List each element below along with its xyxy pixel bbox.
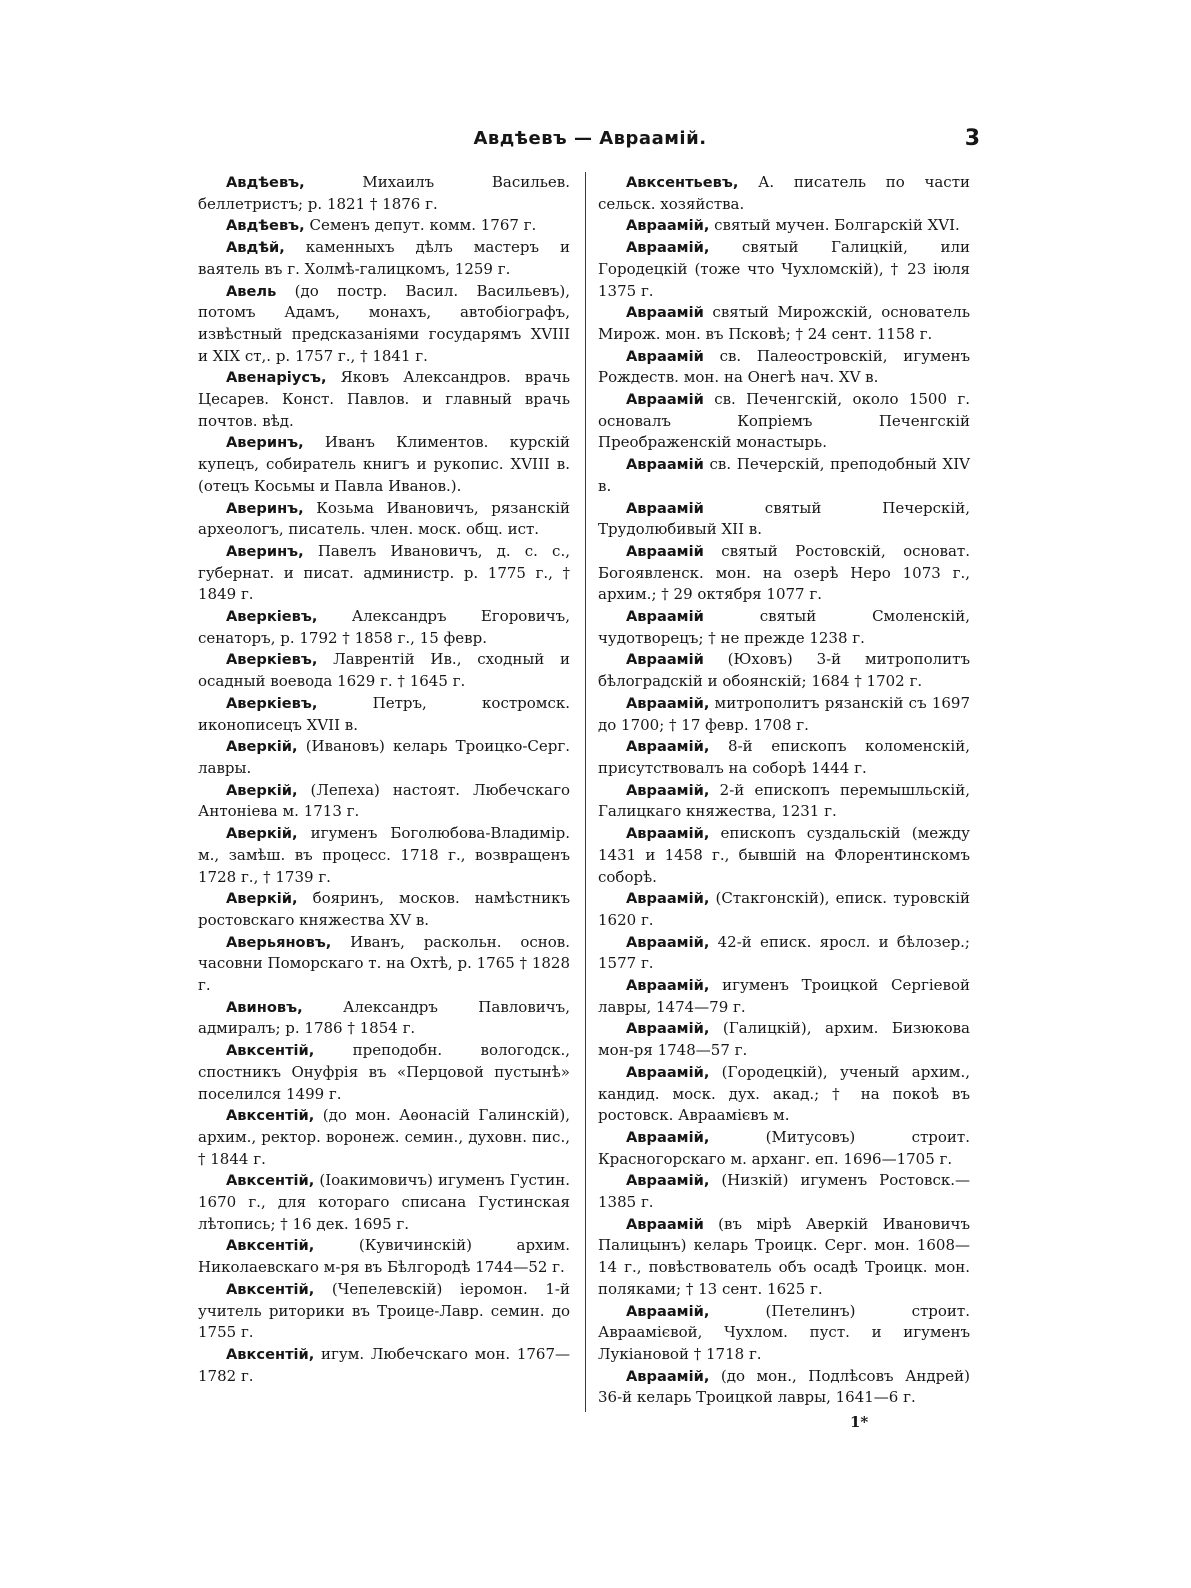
dictionary-entry xyxy=(598,932,970,975)
entry-headword: Авраамій, xyxy=(626,217,710,235)
dictionary-entry xyxy=(598,541,970,606)
dictionary-entry xyxy=(198,649,570,692)
dictionary-entry xyxy=(598,1170,970,1213)
entry-text: игум. Любечскаго мон. 1767—1782 г. xyxy=(198,1344,570,1385)
entry-headword: Авраамій xyxy=(626,499,704,517)
dictionary-entry xyxy=(598,693,970,736)
column-divider xyxy=(585,172,586,1412)
dictionary-entry xyxy=(198,736,570,779)
dictionary-entry xyxy=(198,1170,570,1235)
entry-headword: Авраамій xyxy=(626,456,704,474)
entry-text: Петръ, костромск. иконописецъ XVII в. xyxy=(198,693,570,734)
entry-text: св. Печерскій, преподобный XIV в. xyxy=(598,455,970,495)
entry-headword: Авраамій xyxy=(626,304,704,322)
dictionary-entry xyxy=(198,432,570,497)
dictionary-entry xyxy=(198,541,570,606)
entry-text: (въ мірѣ Аверкій Ивановичъ Палицынъ) келарь Троицк. Серг. мон. 1608—14 г., повѣствователь объ осадѣ Троицк. мон. поляками; † 13 сент. 1625 г. xyxy=(598,1214,970,1298)
dictionary-entry xyxy=(598,649,970,692)
dictionary-entry xyxy=(198,997,570,1040)
entry-headword: Аверкіевъ, xyxy=(226,694,318,712)
entry-headword: Авраамій, xyxy=(626,1367,710,1385)
entry-text: Иванъ Климентов. курскій купецъ, собиратель книгъ и рукопис. XVIII в. (отецъ Косьмы и Павла Иванов.). xyxy=(198,433,570,495)
entry-text: Павелъ Ивановичъ, д. с. с., губернат. и писат. администр. р. 1775 г., † 1849 г. xyxy=(198,541,570,604)
dictionary-entry xyxy=(598,237,970,302)
entry-headword: Авксентьевъ, xyxy=(626,174,739,191)
entry-headword: Аверьяновъ, xyxy=(226,933,332,951)
right-column xyxy=(598,172,970,1409)
dictionary-entry xyxy=(598,1214,970,1301)
dictionary-entry xyxy=(598,215,970,237)
running-title: Авдѣевъ — Авраамій. xyxy=(473,128,707,149)
entry-text: Александръ Егоровичъ, сенаторъ, р. 1792 † 1858 г., 15 февр. xyxy=(198,607,570,647)
entry-text: Семенъ депут. комм. 1767 г. xyxy=(304,216,537,235)
entry-headword: Аверинъ, xyxy=(226,542,304,560)
dictionary-entry xyxy=(198,281,570,368)
entry-headword: Аверкій, xyxy=(226,825,298,843)
entry-headword: Аверкіевъ, xyxy=(226,651,318,669)
entry-text: (Низкій) игуменъ Ростовск.— 1385 г. xyxy=(598,1171,970,1212)
dictionary-entry xyxy=(198,498,570,541)
entry-headword: Авраамій, xyxy=(626,933,710,951)
entry-headword: Аверкій, xyxy=(226,738,298,756)
entry-text: 8-й епископъ коломенскій, присутствовалъ на соборѣ 1444 г. xyxy=(598,737,970,777)
entry-headword: Авиновъ, xyxy=(226,998,303,1016)
entry-text: Александръ Павловичъ, адмиралъ; р. 1786 † 1854 г. xyxy=(198,997,570,1038)
entry-text: святый мучен. Болгарскій XVI. xyxy=(709,216,960,235)
dictionary-entry xyxy=(598,736,970,779)
entry-headword: Авраамій, xyxy=(626,1172,710,1190)
entry-text: Козьма Ивановичъ, рязанскій археологъ, писатель. член. моск. общ. ист. xyxy=(198,498,570,539)
entry-headword: Авраамій, xyxy=(626,825,710,843)
entry-text: 42-й еписк. яросл. и бѣлозер.; 1577 г. xyxy=(598,932,970,973)
entry-text: (Петелинъ) строит. Авраамієвой, Чухлом. пуст. и игуменъ Лукіановой † 1718 г. xyxy=(598,1301,970,1363)
entry-headword: Авраамій xyxy=(626,542,704,560)
entry-text: (Кувичинскій) архим. Николаевскаго м-ря въ Бѣлгородѣ 1744—52 г. xyxy=(198,1236,570,1277)
dictionary-entry xyxy=(198,1105,570,1170)
dictionary-entry xyxy=(598,888,970,931)
dictionary-entry xyxy=(198,693,570,736)
entry-headword: Авксентій, xyxy=(226,1280,315,1298)
running-head xyxy=(200,128,980,162)
entry-text: 2-й епископъ перемышльскій, Галицкаго княжества, 1231 г. xyxy=(598,780,970,821)
entry-headword: Аверкіевъ, xyxy=(226,608,318,626)
entry-headword: Авксентій, xyxy=(226,1042,315,1060)
dictionary-entry xyxy=(598,389,970,454)
entry-text: (до мон., Подлѣсовъ Андрей) 36-й келарь Троицкой лавры, 1641—6 г. xyxy=(598,1366,970,1407)
entry-headword: Авраамій, xyxy=(626,694,710,712)
entry-text: св. Печенгскій, около 1500 г. основалъ Копріемъ Печенгскій Преображенскій монастырь. xyxy=(598,390,970,452)
entry-headword: Авраамій, xyxy=(626,1302,710,1320)
entry-headword: Авксентій, xyxy=(226,1345,315,1363)
dictionary-entry xyxy=(198,823,570,888)
entry-text: святый Смоленскій, чудотворецъ; † не прежде 1238 г. xyxy=(598,607,970,647)
dictionary-entry xyxy=(198,606,570,649)
dictionary-entry xyxy=(598,780,970,823)
entry-text: Яковъ Александров. врачь Цесарев. Конст. Павлов. и главный врачь почтов. вѣд. xyxy=(198,368,570,430)
entry-text: (Ивановъ) келарь Троицко-Серг. лавры. xyxy=(198,737,570,777)
entry-text: (Іоакимовичъ) игуменъ Густин. 1670 г., для котораго списана Густинская лѣтопись; † 16 дек. 1695 г. xyxy=(198,1171,570,1233)
entry-headword: Авраамій, xyxy=(626,1063,710,1081)
dictionary-entry xyxy=(598,498,970,541)
dictionary-entry xyxy=(198,215,570,237)
dictionary-entry xyxy=(598,1301,970,1366)
entry-text: Михаилъ Васильев. беллетристъ; р. 1821 † 1876 г. xyxy=(198,173,570,213)
dictionary-entry xyxy=(198,1344,570,1387)
dictionary-entry xyxy=(198,932,570,997)
dictionary-entry xyxy=(598,1127,970,1170)
entry-headword: Авраамій, xyxy=(626,977,710,995)
entry-headword: Авдѣй, xyxy=(226,239,285,257)
left-column xyxy=(198,172,570,1387)
entry-headword: Авель xyxy=(226,282,277,300)
entry-text: (Галицкій), архим. Бизюкова мон-ря 1748—57 г. xyxy=(598,1019,970,1060)
entry-text: А. писатель по части сельск. хозяйства. xyxy=(598,173,970,213)
entry-headword: Авраамій, xyxy=(626,1020,710,1038)
entry-text: (до постр. Васил. Васильевъ), потомъ Адамъ, монахъ, автобіографъ, извѣстный предсказаніями государямъ XVIII и XIX ст,. р. 1757 г., † 1841 г. xyxy=(198,281,570,365)
dictionary-entry xyxy=(598,1018,970,1061)
entry-headword: Авраамій xyxy=(626,1215,704,1233)
dictionary-entry xyxy=(598,346,970,389)
entry-headword: Авраамій, xyxy=(626,1128,710,1146)
entry-headword: Авраамій xyxy=(626,651,704,669)
dictionary-entry xyxy=(198,367,570,432)
dictionary-entry xyxy=(198,237,570,280)
dictionary-entry xyxy=(198,888,570,931)
entry-text: епископъ суздальскій (между 1431 и 1458 г., бывшій на Флорентинскомъ соборѣ. xyxy=(598,824,970,886)
entry-text: святый Ростовскій, основат. Богоявленск. мон. на озерѣ Неро 1073 г., архим.; † 29 октября 1077 г. xyxy=(598,541,970,604)
dictionary-entry xyxy=(598,1062,970,1127)
entry-text: (Лепеха) настоят. Любечскаго Антоніева м. 1713 г. xyxy=(198,780,570,821)
entry-text: (Чепелевскій) іеромон. 1-й учитель риторики въ Троице-Лавр. семин. до 1755 г. xyxy=(198,1279,570,1342)
dictionary-entry xyxy=(598,302,970,345)
entry-text: (Городецкій), ученый архим., кандид. моск. дух. акад.; † на покоѣ въ ростовск. Авраамієвъ м. xyxy=(598,1062,970,1125)
entry-text: игуменъ Боголюбова-Владимір. м., замѣш. въ процесс. 1718 г., возвращенъ 1728 г., † 1739 г. xyxy=(198,824,570,886)
entry-text: (Юховъ) 3-й митрополитъ бѣлоградскій и обоянскій; 1684 † 1702 г. xyxy=(598,650,970,691)
printer-signature-mark: 1* xyxy=(850,1413,869,1431)
entry-headword: Авраамій, xyxy=(626,738,710,756)
entry-text: (Стакгонскій), еписк. туровскій 1620 г. xyxy=(598,889,970,929)
dictionary-entry xyxy=(198,1040,570,1105)
page-number: 3 xyxy=(964,126,980,151)
entry-headword: Авраамій xyxy=(626,347,704,365)
entry-text: святый Галицкій, или Городецкій (тоже что Чухломскій), † 23 іюля 1375 г. xyxy=(598,238,970,300)
dictionary-entry xyxy=(198,172,570,215)
entry-headword: Авдѣевъ, xyxy=(226,174,305,191)
entry-headword: Авраамій, xyxy=(626,239,710,257)
dictionary-entry xyxy=(598,823,970,888)
entry-headword: Аверкій, xyxy=(226,781,298,799)
entry-text: игуменъ Троицкой Сергіевой лавры, 1474—79 г. xyxy=(598,976,970,1016)
entry-headword: Авраамій xyxy=(626,391,704,409)
entry-text: бояринъ, москов. намѣстникъ ростовскаго княжества XV в. xyxy=(198,889,570,929)
entry-text: (Митусовъ) строит. Красногорскаго м. арханг. еп. 1696—1705 г. xyxy=(598,1127,970,1168)
dictionary-entry xyxy=(598,454,970,497)
entry-text: Лаврентій Ив., сходный и осадный воевода 1629 г. † 1645 г. xyxy=(198,650,570,691)
dictionary-entry xyxy=(198,1279,570,1344)
entry-text: св. Палеостровскій, игуменъ Рождеств. мон. на Онегѣ нач. XV в. xyxy=(598,346,970,387)
entry-text: святый Мирожскій, основатель Мирож. мон. въ Псковѣ; † 24 сент. 1158 г. xyxy=(598,303,970,343)
entry-headword: Аверкій, xyxy=(226,890,298,908)
entry-text: (до мон. Аѳонасій Галинскій), архим., ректор. воронеж. семин., духовн. пис., † 1844 г. xyxy=(198,1106,570,1168)
entry-text: святый Печерскій, Трудолюбивый XII в. xyxy=(598,498,970,539)
entry-text: митрополитъ рязанскій съ 1697 до 1700; † 17 февр. 1708 г. xyxy=(598,693,970,734)
entry-headword: Авраамій, xyxy=(626,890,710,908)
entry-headword: Авксентій, xyxy=(226,1172,315,1190)
entry-text: каменныхъ дѣлъ мастеръ и ваятель въ г. Холмѣ-галицкомъ, 1259 г. xyxy=(198,238,570,278)
dictionary-entry xyxy=(598,1366,970,1409)
dictionary-entry xyxy=(598,606,970,649)
dictionary-entry xyxy=(198,780,570,823)
entry-headword: Авдѣевъ, xyxy=(226,217,305,235)
entry-text: преподобн. вологодск., спостникъ Онуфрія въ «Перцовой пустынѣ» поселился 1499 г. xyxy=(198,1041,570,1103)
entry-headword: Авраамій xyxy=(626,608,704,626)
entry-headword: Аверинъ, xyxy=(226,499,304,517)
entry-text: Иванъ, раскольн. основ. часовни Поморскаго т. на Охтѣ, р. 1765 † 1828 г. xyxy=(198,932,570,995)
entry-headword: Авенаріусъ, xyxy=(226,369,327,387)
entry-headword: Авраамій, xyxy=(626,781,710,799)
entry-headword: Авксентій, xyxy=(226,1107,315,1125)
entry-headword: Аверинъ, xyxy=(226,434,304,452)
dictionary-entry xyxy=(598,172,970,215)
dictionary-entry xyxy=(598,975,970,1018)
dictionary-entry xyxy=(198,1235,570,1278)
entry-headword: Авксентій, xyxy=(226,1237,315,1255)
